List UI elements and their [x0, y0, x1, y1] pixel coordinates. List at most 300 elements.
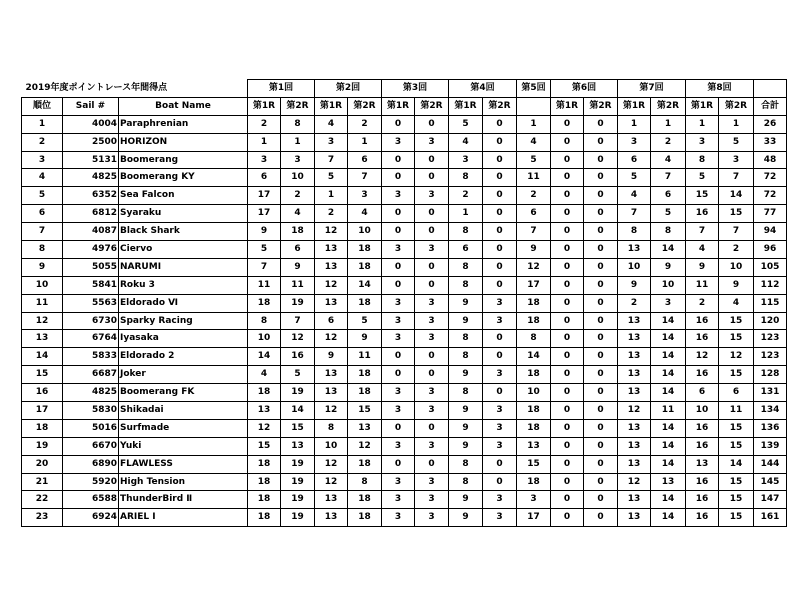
- sail-number-cell: 4087: [63, 223, 119, 241]
- score-cell: 3: [382, 473, 415, 491]
- score-cell: 0: [551, 312, 584, 330]
- sail-number-cell: 5563: [63, 294, 119, 312]
- column-header-row: [22, 97, 787, 115]
- score-cell: 13: [315, 294, 348, 312]
- score-cell: 6: [248, 169, 281, 187]
- score-cell: 2: [686, 294, 719, 312]
- score-cell: 6: [651, 187, 686, 205]
- score-cell: 4: [348, 205, 382, 223]
- sail-number-cell: 6924: [63, 509, 119, 527]
- score-cell: 18: [348, 384, 382, 402]
- table-row: [22, 402, 787, 420]
- score-cell: 14: [651, 241, 686, 259]
- score-cell: 3: [382, 312, 415, 330]
- score-cell: 13: [618, 348, 651, 366]
- score-cell: 0: [584, 473, 618, 491]
- score-cell: 16: [686, 473, 719, 491]
- score-cell: 0: [382, 169, 415, 187]
- score-cell: 0: [551, 366, 584, 384]
- score-cell: 17: [248, 205, 281, 223]
- score-cell: 0: [584, 419, 618, 437]
- score-cell: 15: [719, 205, 754, 223]
- total-cell: 120: [754, 312, 787, 330]
- score-cell: 1: [348, 133, 382, 151]
- score-cell: 16: [281, 348, 315, 366]
- score-cell: 0: [584, 402, 618, 420]
- score-cell: 13: [315, 509, 348, 527]
- score-cell: 13: [618, 330, 651, 348]
- rank-cell: 13: [22, 330, 63, 348]
- score-cell: 18: [348, 241, 382, 259]
- sail-number-cell: 6730: [63, 312, 119, 330]
- rank-cell: 21: [22, 473, 63, 491]
- score-cell: 14: [281, 402, 315, 420]
- score-cell: 14: [651, 491, 686, 509]
- score-cell: 3: [483, 402, 517, 420]
- score-cell: 3: [517, 491, 551, 509]
- score-cell: 13: [517, 437, 551, 455]
- boat-name-cell: Eldorado 2: [119, 348, 248, 366]
- score-cell: 18: [517, 473, 551, 491]
- round-header-row: [22, 80, 787, 98]
- score-cell: 0: [584, 115, 618, 133]
- score-cell: 0: [584, 455, 618, 473]
- score-cell: 10: [686, 402, 719, 420]
- score-cell: 3: [719, 151, 754, 169]
- score-cell: 9: [719, 276, 754, 294]
- rank-cell: 23: [22, 509, 63, 527]
- score-cell: 5: [248, 241, 281, 259]
- score-cell: 7: [517, 223, 551, 241]
- score-cell: 2: [618, 294, 651, 312]
- score-cell: 4: [618, 187, 651, 205]
- score-cell: 0: [415, 151, 449, 169]
- boat-name-cell: FLAWLESS: [119, 455, 248, 473]
- rank-cell: 2: [22, 133, 63, 151]
- table-row: [22, 276, 787, 294]
- score-cell: 7: [315, 151, 348, 169]
- score-cell: 15: [719, 491, 754, 509]
- rank-cell: 12: [22, 312, 63, 330]
- boat-name-cell: HORIZON: [119, 133, 248, 151]
- score-cell: 0: [551, 187, 584, 205]
- score-cell: 10: [618, 258, 651, 276]
- score-cell: 14: [651, 509, 686, 527]
- score-cell: 0: [551, 473, 584, 491]
- score-cell: 0: [551, 223, 584, 241]
- score-cell: 0: [382, 276, 415, 294]
- rank-cell: 11: [22, 294, 63, 312]
- score-cell: 12: [719, 348, 754, 366]
- score-cell: 8: [449, 330, 483, 348]
- rank-cell: 1: [22, 115, 63, 133]
- score-cell: 13: [618, 419, 651, 437]
- score-cell: 14: [651, 348, 686, 366]
- score-cell: 1: [719, 115, 754, 133]
- score-cell: 18: [348, 258, 382, 276]
- score-cell: 0: [551, 419, 584, 437]
- rank-cell: 17: [22, 402, 63, 420]
- score-cell: 14: [348, 276, 382, 294]
- score-cell: 4: [719, 294, 754, 312]
- score-cell: 5: [517, 151, 551, 169]
- score-cell: 0: [584, 509, 618, 527]
- score-cell: 0: [382, 455, 415, 473]
- score-cell: 0: [551, 384, 584, 402]
- score-cell: 9: [248, 223, 281, 241]
- rank-cell: 16: [22, 384, 63, 402]
- table-row: [22, 437, 787, 455]
- score-cell: 3: [281, 151, 315, 169]
- score-cell: 0: [551, 491, 584, 509]
- score-cell: 2: [651, 133, 686, 151]
- score-cell: 17: [517, 276, 551, 294]
- score-cell: 0: [551, 151, 584, 169]
- score-cell: 0: [483, 205, 517, 223]
- score-cell: 18: [248, 384, 281, 402]
- sail-number-cell: 5055: [63, 258, 119, 276]
- score-cell: 15: [517, 455, 551, 473]
- column-header: 第1R: [618, 97, 651, 115]
- table-title: 2019年度ポイントレース年間得点: [22, 80, 248, 98]
- score-cell: 0: [551, 437, 584, 455]
- score-cell: 12: [315, 455, 348, 473]
- sail-number-cell: 6890: [63, 455, 119, 473]
- score-cell: 16: [686, 330, 719, 348]
- score-cell: 8: [651, 223, 686, 241]
- score-cell: 0: [551, 402, 584, 420]
- score-cell: 3: [415, 402, 449, 420]
- score-cell: 9: [449, 491, 483, 509]
- score-cell: 11: [281, 276, 315, 294]
- score-cell: 12: [281, 330, 315, 348]
- score-cell: 8: [686, 151, 719, 169]
- score-cell: 3: [382, 241, 415, 259]
- score-cell: 12: [315, 223, 348, 241]
- boat-name-cell: Boomerang FK: [119, 384, 248, 402]
- score-cell: 0: [483, 473, 517, 491]
- score-cell: 11: [348, 348, 382, 366]
- sail-number-cell: 6812: [63, 205, 119, 223]
- score-cell: 0: [551, 133, 584, 151]
- column-header: [517, 97, 551, 115]
- score-cell: 13: [618, 455, 651, 473]
- table-row: [22, 294, 787, 312]
- score-cell: 0: [483, 133, 517, 151]
- sail-number-cell: 2500: [63, 133, 119, 151]
- sail-number-cell: 4825: [63, 169, 119, 187]
- score-cell: 2: [517, 187, 551, 205]
- score-cell: 13: [248, 402, 281, 420]
- score-cell: 13: [315, 384, 348, 402]
- boat-name-cell: Syaraku: [119, 205, 248, 223]
- rank-cell: 4: [22, 169, 63, 187]
- score-cell: 5: [719, 133, 754, 151]
- boat-name-cell: Iyasaka: [119, 330, 248, 348]
- score-cell: 18: [281, 223, 315, 241]
- column-header: 第1R: [686, 97, 719, 115]
- total-cell: 77: [754, 205, 787, 223]
- score-cell: 10: [719, 258, 754, 276]
- score-cell: 0: [584, 348, 618, 366]
- score-cell: 8: [449, 169, 483, 187]
- score-cell: 14: [248, 348, 281, 366]
- table-row: [22, 419, 787, 437]
- table-row: [22, 205, 787, 223]
- score-cell: 10: [248, 330, 281, 348]
- score-cell: 9: [449, 419, 483, 437]
- column-header: 第1R: [315, 97, 348, 115]
- sail-number-cell: 4976: [63, 241, 119, 259]
- score-cell: 15: [719, 419, 754, 437]
- score-cell: 13: [315, 366, 348, 384]
- score-cell: 16: [686, 509, 719, 527]
- score-cell: 4: [517, 133, 551, 151]
- score-cell: 3: [686, 133, 719, 151]
- table-row: [22, 169, 787, 187]
- boat-name-cell: Joker: [119, 366, 248, 384]
- score-cell: 4: [686, 241, 719, 259]
- score-cell: 19: [281, 491, 315, 509]
- score-cell: 2: [248, 115, 281, 133]
- score-cell: 0: [584, 437, 618, 455]
- rank-cell: 7: [22, 223, 63, 241]
- score-cell: 3: [415, 187, 449, 205]
- score-cell: 0: [382, 366, 415, 384]
- score-cell: 0: [415, 205, 449, 223]
- score-cell: 13: [618, 509, 651, 527]
- score-cell: 13: [315, 241, 348, 259]
- score-cell: 7: [686, 223, 719, 241]
- score-cell: 13: [281, 437, 315, 455]
- sail-number-cell: 6588: [63, 491, 119, 509]
- score-cell: 17: [248, 187, 281, 205]
- score-cell: 2: [719, 241, 754, 259]
- score-cell: 0: [483, 330, 517, 348]
- table-row: [22, 223, 787, 241]
- score-cell: 17: [517, 509, 551, 527]
- score-cell: 3: [382, 402, 415, 420]
- score-cell: 5: [449, 115, 483, 133]
- score-cell: 0: [483, 348, 517, 366]
- score-cell: 8: [449, 473, 483, 491]
- score-cell: 16: [686, 366, 719, 384]
- score-cell: 9: [449, 294, 483, 312]
- score-cell: 6: [719, 384, 754, 402]
- score-cell: 0: [483, 384, 517, 402]
- score-cell: 14: [719, 187, 754, 205]
- score-cell: 0: [415, 115, 449, 133]
- score-cell: 0: [551, 330, 584, 348]
- score-cell: 1: [248, 133, 281, 151]
- score-cell: 18: [517, 419, 551, 437]
- column-header: 第2R: [719, 97, 754, 115]
- rank-cell: 9: [22, 258, 63, 276]
- score-cell: 3: [382, 133, 415, 151]
- score-cell: 14: [517, 348, 551, 366]
- score-cell: 18: [248, 294, 281, 312]
- score-cell: 0: [584, 294, 618, 312]
- score-cell: 13: [618, 437, 651, 455]
- score-cell: 9: [449, 509, 483, 527]
- score-cell: 0: [415, 455, 449, 473]
- table-row: [22, 151, 787, 169]
- score-cell: 15: [719, 509, 754, 527]
- score-cell: 1: [449, 205, 483, 223]
- round-header: 第6回: [551, 80, 618, 98]
- score-cell: 3: [483, 509, 517, 527]
- boat-name-cell: Black Shark: [119, 223, 248, 241]
- score-cell: 11: [651, 402, 686, 420]
- score-cell: 8: [315, 419, 348, 437]
- score-cell: 2: [449, 187, 483, 205]
- score-cell: 0: [483, 241, 517, 259]
- score-cell: 19: [281, 294, 315, 312]
- score-cell: 0: [415, 276, 449, 294]
- rank-cell: 10: [22, 276, 63, 294]
- score-cell: 13: [315, 491, 348, 509]
- score-cell: 1: [618, 115, 651, 133]
- score-cell: 12: [618, 402, 651, 420]
- table-body: [22, 115, 787, 526]
- score-cell: 0: [584, 151, 618, 169]
- column-header: 順位: [22, 97, 63, 115]
- score-cell: 0: [551, 205, 584, 223]
- score-cell: 13: [315, 258, 348, 276]
- total-cell: 128: [754, 366, 787, 384]
- score-cell: 19: [281, 473, 315, 491]
- score-cell: 8: [517, 330, 551, 348]
- score-cell: 0: [584, 133, 618, 151]
- score-cell: 1: [651, 115, 686, 133]
- score-cell: 0: [382, 223, 415, 241]
- sail-number-cell: 5016: [63, 419, 119, 437]
- score-cell: 8: [449, 455, 483, 473]
- score-cell: 18: [248, 473, 281, 491]
- score-cell: 13: [686, 455, 719, 473]
- sail-number-cell: 4004: [63, 115, 119, 133]
- score-cell: 0: [551, 115, 584, 133]
- boat-name-cell: Yuki: [119, 437, 248, 455]
- rank-cell: 19: [22, 437, 63, 455]
- column-header: Boat Name: [119, 97, 248, 115]
- score-cell: 3: [483, 419, 517, 437]
- rank-cell: 14: [22, 348, 63, 366]
- table-row: [22, 187, 787, 205]
- score-cell: 6: [517, 205, 551, 223]
- score-cell: 0: [584, 276, 618, 294]
- score-cell: 0: [551, 169, 584, 187]
- score-cell: 13: [651, 473, 686, 491]
- total-cell: 131: [754, 384, 787, 402]
- total-cell: 145: [754, 473, 787, 491]
- boat-name-cell: Eldorado Ⅵ: [119, 294, 248, 312]
- round-header-empty: [754, 80, 787, 98]
- score-cell: 3: [415, 330, 449, 348]
- score-cell: 13: [618, 312, 651, 330]
- boat-name-cell: Boomerang KY: [119, 169, 248, 187]
- sail-number-cell: 5131: [63, 151, 119, 169]
- score-cell: 6: [449, 241, 483, 259]
- column-header: 第2R: [483, 97, 517, 115]
- score-cell: 15: [719, 366, 754, 384]
- total-cell: 96: [754, 241, 787, 259]
- score-cell: 3: [415, 294, 449, 312]
- score-cell: 4: [248, 366, 281, 384]
- sail-number-cell: 6764: [63, 330, 119, 348]
- score-cell: 6: [618, 151, 651, 169]
- score-cell: 10: [517, 384, 551, 402]
- score-cell: 13: [618, 366, 651, 384]
- score-cell: 9: [348, 330, 382, 348]
- boat-name-cell: Roku 3: [119, 276, 248, 294]
- score-cell: 5: [618, 169, 651, 187]
- score-cell: 0: [551, 258, 584, 276]
- sail-number-cell: 5920: [63, 473, 119, 491]
- table-row: [22, 115, 787, 133]
- score-cell: 15: [248, 437, 281, 455]
- score-cell: 12: [618, 473, 651, 491]
- rank-cell: 6: [22, 205, 63, 223]
- score-cell: 14: [719, 455, 754, 473]
- table-row: [22, 348, 787, 366]
- score-cell: 0: [584, 330, 618, 348]
- score-cell: 12: [248, 419, 281, 437]
- score-cell: 8: [348, 473, 382, 491]
- score-cell: 11: [248, 276, 281, 294]
- score-cell: 3: [651, 294, 686, 312]
- score-cell: 8: [449, 223, 483, 241]
- round-header: 第7回: [618, 80, 686, 98]
- table-row: [22, 312, 787, 330]
- score-cell: 0: [584, 258, 618, 276]
- score-cell: 0: [483, 276, 517, 294]
- table-row: [22, 133, 787, 151]
- score-cell: 9: [281, 258, 315, 276]
- table-row: [22, 258, 787, 276]
- score-cell: 6: [281, 241, 315, 259]
- score-cell: 8: [449, 384, 483, 402]
- score-cell: 0: [584, 169, 618, 187]
- score-cell: 3: [382, 294, 415, 312]
- score-cell: 12: [517, 258, 551, 276]
- score-cell: 3: [415, 473, 449, 491]
- score-cell: 3: [415, 133, 449, 151]
- score-cell: 5: [686, 169, 719, 187]
- score-cell: 18: [517, 366, 551, 384]
- score-cell: 5: [315, 169, 348, 187]
- score-cell: 3: [483, 366, 517, 384]
- score-cell: 7: [248, 258, 281, 276]
- score-cell: 14: [651, 366, 686, 384]
- score-cell: 4: [315, 115, 348, 133]
- column-header: 第1R: [382, 97, 415, 115]
- sail-number-cell: 6352: [63, 187, 119, 205]
- round-header: 第1回: [248, 80, 315, 98]
- score-cell: 0: [382, 258, 415, 276]
- score-cell: 0: [382, 151, 415, 169]
- total-cell: 139: [754, 437, 787, 455]
- score-cell: 0: [584, 491, 618, 509]
- score-cell: 9: [449, 402, 483, 420]
- score-cell: 10: [281, 169, 315, 187]
- score-cell: 3: [618, 133, 651, 151]
- score-cell: 18: [248, 509, 281, 527]
- score-cell: 9: [449, 366, 483, 384]
- score-cell: 18: [248, 491, 281, 509]
- score-cell: 9: [651, 258, 686, 276]
- score-cell: 1: [517, 115, 551, 133]
